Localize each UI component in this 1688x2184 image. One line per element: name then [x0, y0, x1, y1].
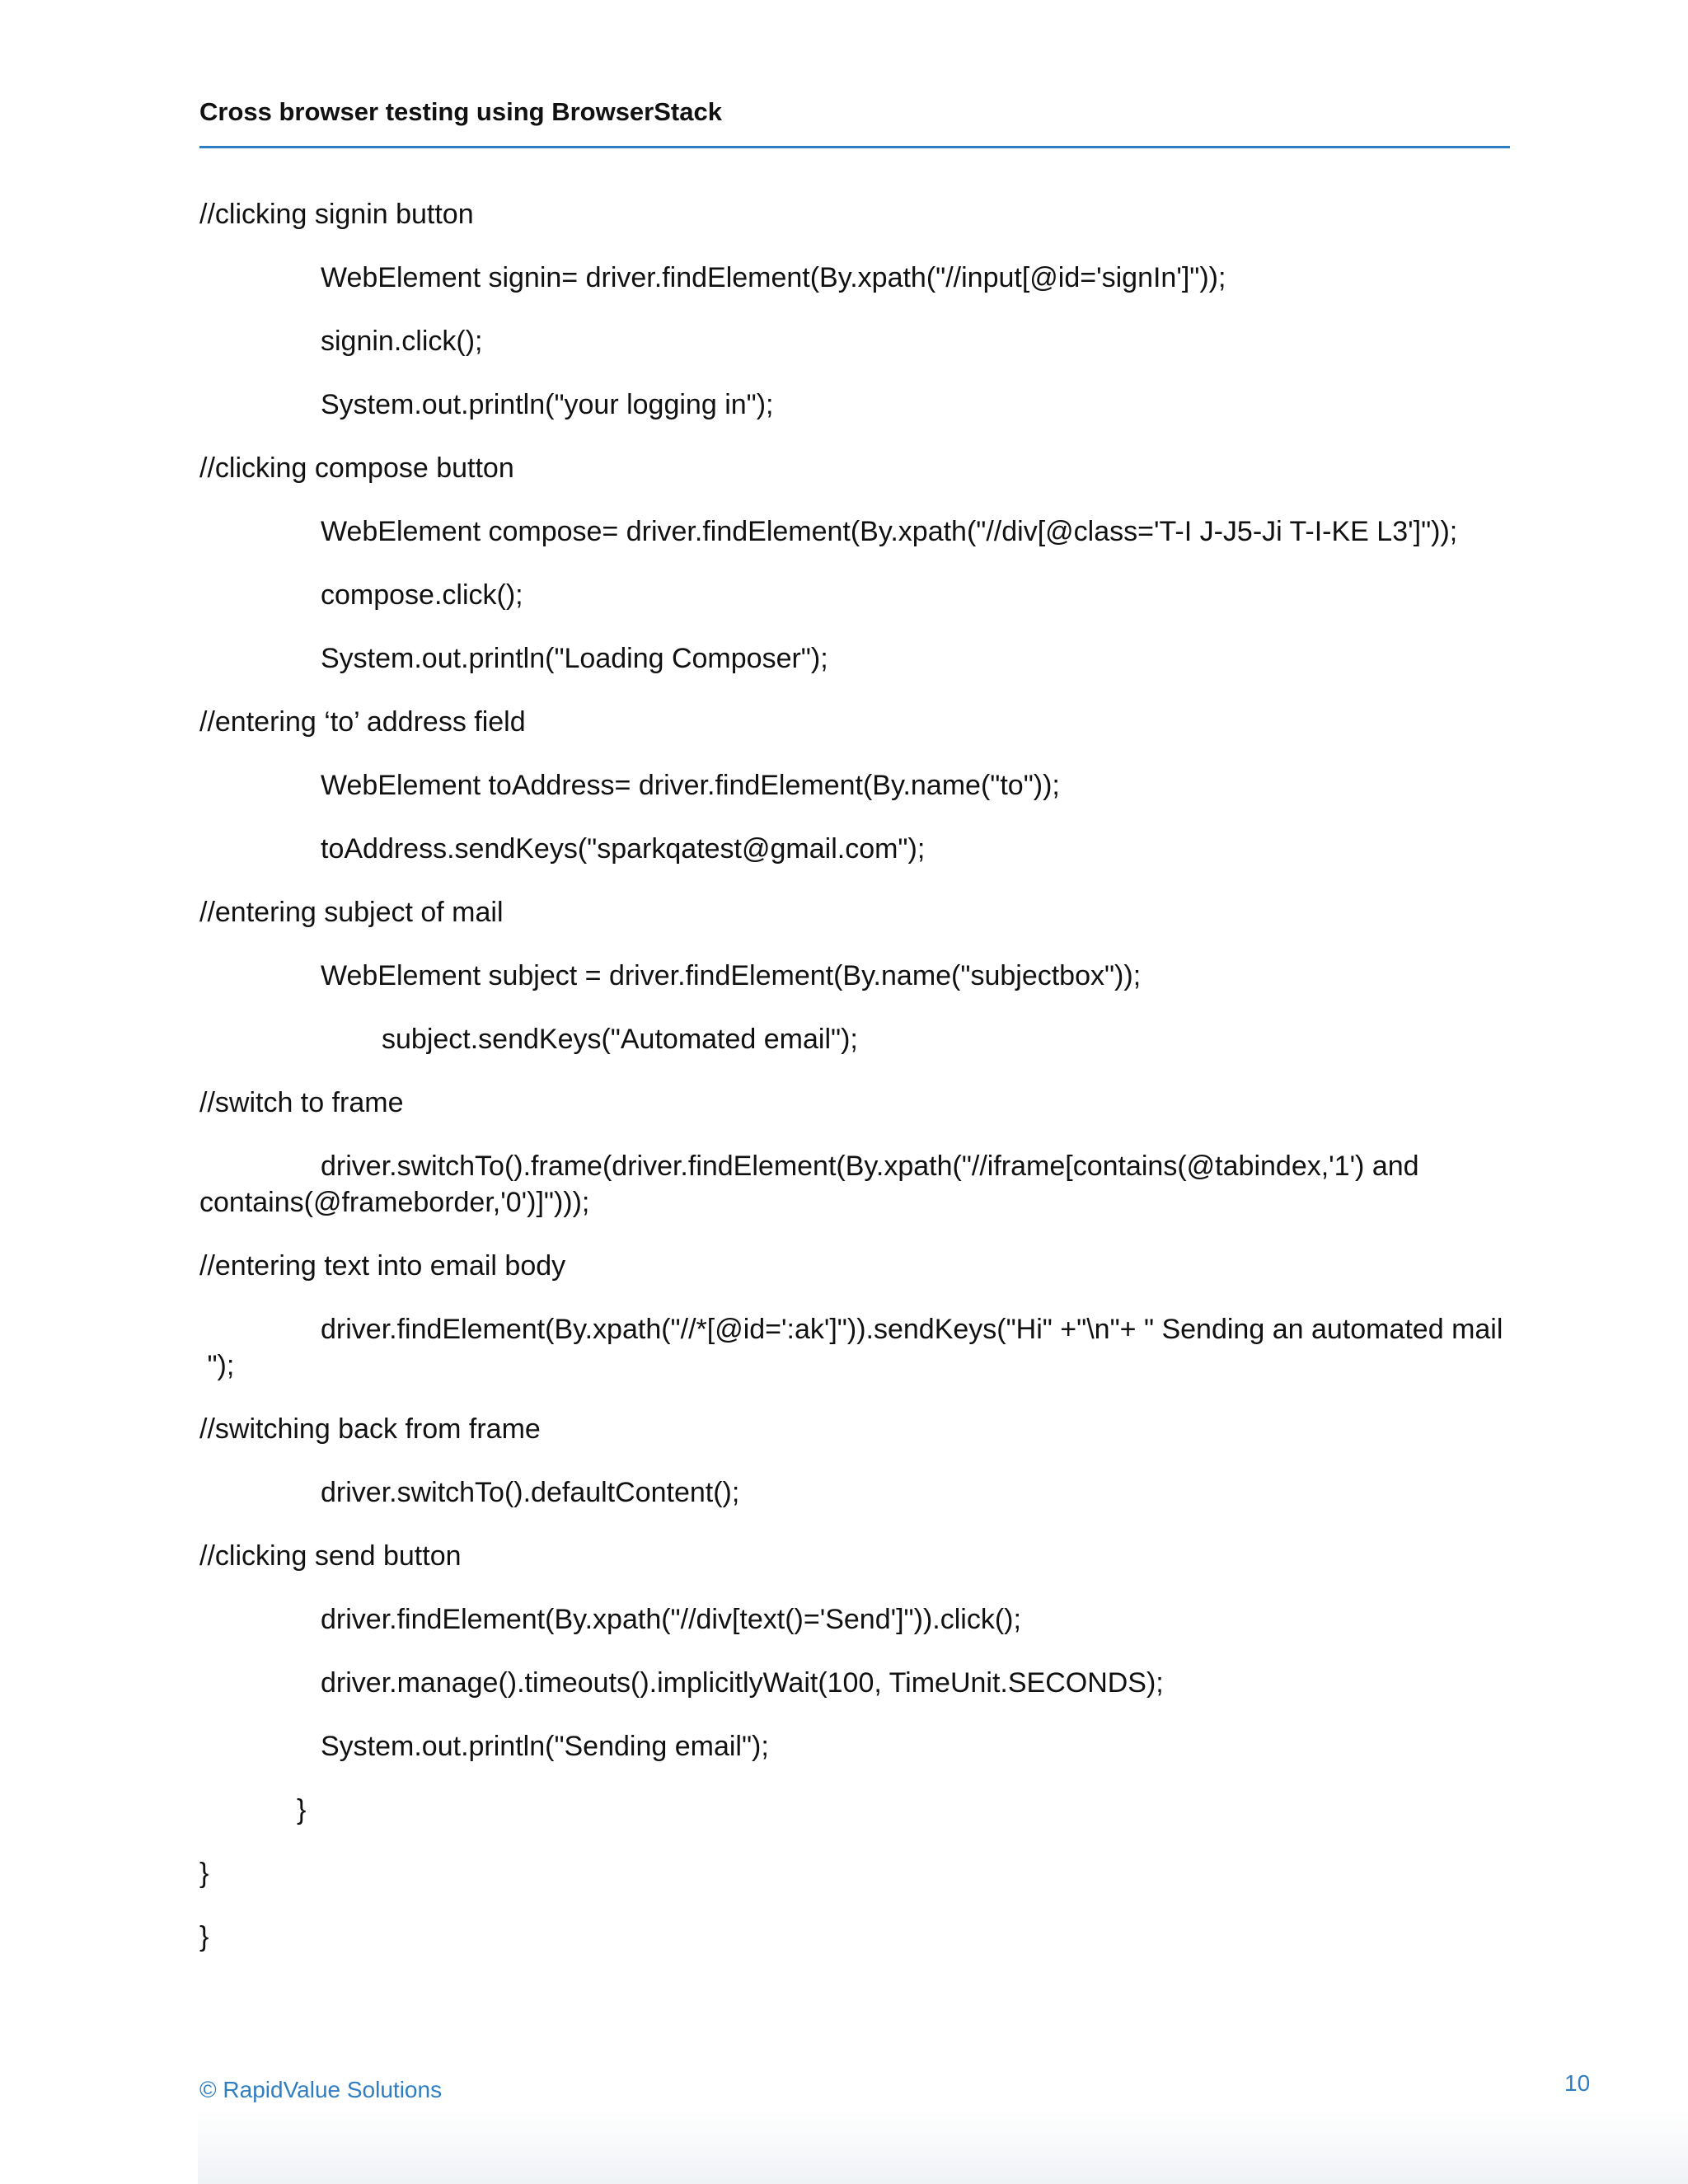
footer-copyright: © RapidValue Solutions [199, 2077, 443, 2102]
code-comment: //entering text into email body [199, 1250, 566, 1282]
code-comment: //clicking signin button [199, 199, 474, 230]
code-line: driver.switchTo().frame(driver.findElement(By.xpath("//iframe[contains(@tabindex,'1') and [321, 1151, 1419, 1182]
page-bottom-shade [198, 2110, 1688, 2184]
code-line: driver.manage().timeouts().implicitlyWait(100, TimeUnit.SECONDS); [321, 1667, 1164, 1699]
code-comment: //switching back from frame [199, 1413, 541, 1445]
code-line-continuation: "); [199, 1350, 235, 1381]
code-line-continuation: contains(@frameborder,'0')]"))); [199, 1187, 590, 1218]
code-line: WebElement compose= driver.findElement(By.xpath("//div[@class='T-I J-J5-Ji T-I-KE L3']")); [321, 516, 1458, 547]
code-line: WebElement toAddress= driver.findElement(By.name("to")); [321, 770, 1060, 801]
code-comment: //clicking compose button [199, 452, 514, 484]
code-line: driver.switchTo().defaultContent(); [321, 1477, 740, 1508]
code-line: toAddress.sendKeys("sparkqatest@gmail.com"); [321, 833, 926, 865]
code-line: System.out.println("your logging in"); [321, 389, 774, 420]
code-comment: //entering subject of mail [199, 897, 504, 928]
code-line: driver.findElement(By.xpath("//*[@id=':ak']")).sendKeys("Hi" +"\n"+ " Sending an automated mail [321, 1314, 1503, 1345]
header-divider [199, 146, 1510, 148]
code-line: System.out.println("Loading Composer"); [321, 643, 828, 674]
code-comment: //clicking send button [199, 1540, 462, 1572]
closing-brace: } [297, 1794, 307, 1825]
code-comment: //switch to frame [199, 1087, 404, 1118]
code-comment: //entering ‘to’ address field [199, 706, 526, 738]
code-line: WebElement signin= driver.findElement(By.xpath("//input[@id='signIn']")); [321, 262, 1226, 293]
code-line: driver.findElement(By.xpath("//div[text()='Send']")).click(); [321, 1604, 1021, 1635]
code-line: signin.click(); [321, 326, 483, 357]
code-line: WebElement subject = driver.findElement(By.name("subjectbox")); [321, 960, 1142, 991]
page-number: 10 [1564, 2070, 1591, 2096]
code-line: subject.sendKeys("Automated email"); [382, 1024, 858, 1055]
code-line: compose.click(); [321, 579, 523, 611]
closing-brace: } [199, 1921, 209, 1952]
document-title: Cross browser testing using BrowserStack [199, 97, 722, 126]
closing-brace: } [199, 1858, 209, 1889]
code-line: System.out.println("Sending email"); [321, 1731, 769, 1762]
